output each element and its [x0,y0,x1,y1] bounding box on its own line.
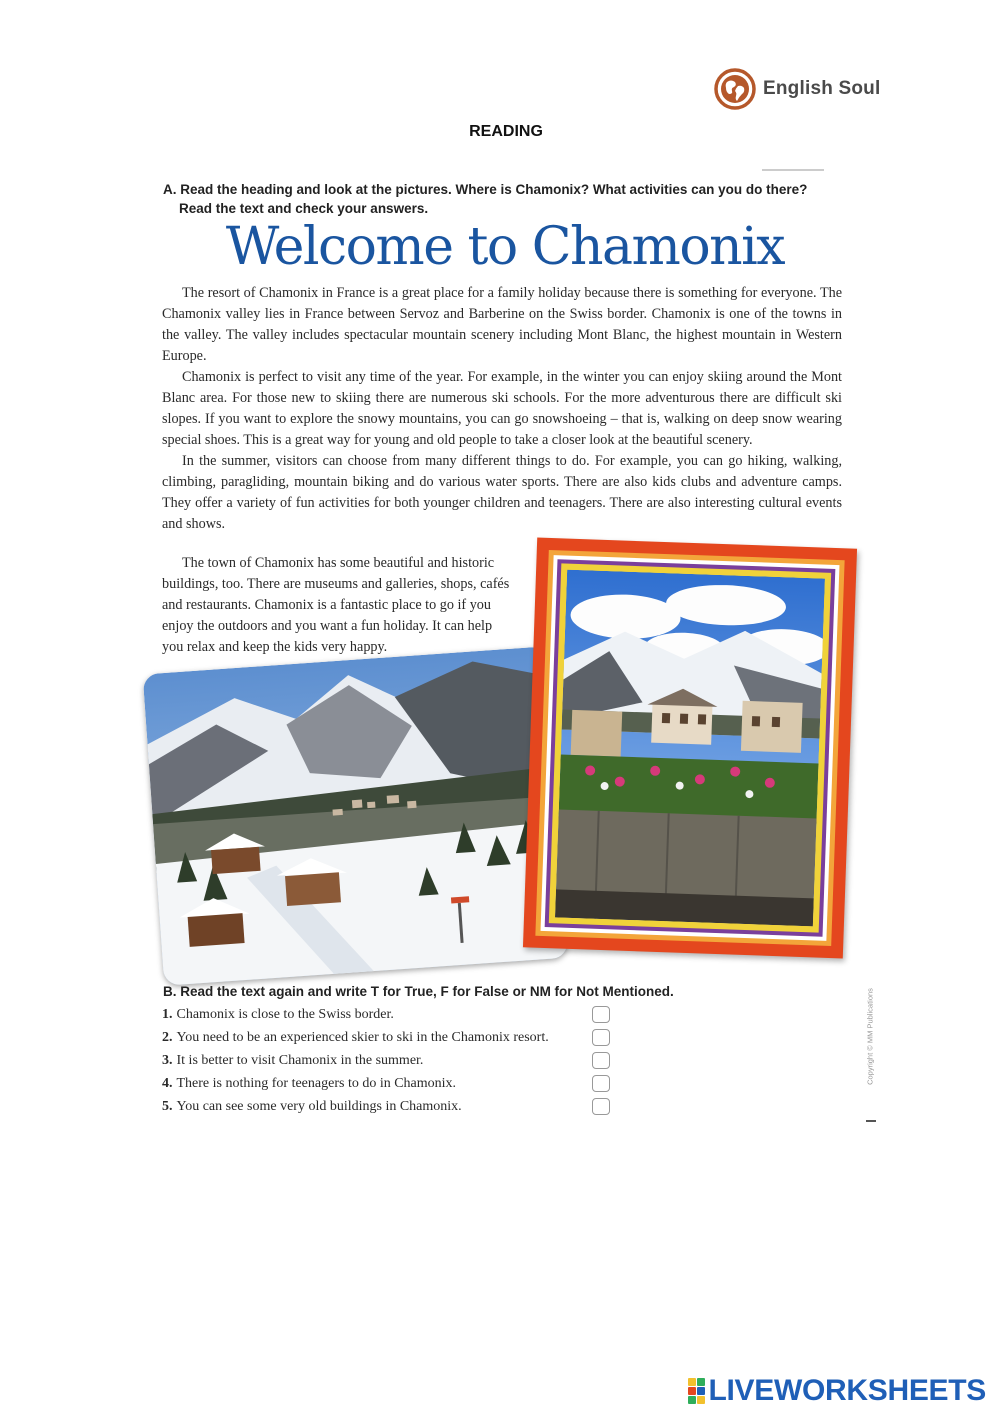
question-number: 1. [162,1006,173,1022]
answer-box[interactable] [592,1006,610,1023]
answer-box[interactable] [592,1029,610,1046]
divider [866,1120,876,1122]
question-text: There is nothing for teenagers to do in Chamonix. [176,1075,457,1091]
question-number: 4. [162,1075,173,1091]
article-paragraph: The town of Chamonix has some beautiful and historic buildings, too. There are museums and galleries, shops, cafés and restaurants. Chamonix is a fantastic place to go if you enjoy the outdoors and you want a fun holiday. It can help you relax and keep the kids very happy. [162,555,510,655]
liveworksheets-logo [688,1374,987,1408]
divider [762,169,824,171]
valley-photo [143,646,569,985]
liveworksheets-text: LIVEWORKSHEETS [708,1374,986,1407]
article-paragraph: The resort of Chamonix in France is a great place for a family holiday because there is something for everyone. The Chamonix valley lies in France between Servoz and Barberine on the Swiss border. Chamonix is one of the towns in the valley. The valley includes spectacular mountain scenery including Mont Blanc, the highest mountain in Western Europe. [162,285,842,364]
article-body [162,283,842,535]
question-text: It is better to visit Chamonix in the summer. [176,1052,424,1068]
question-text: You need to be an experienced skier to ski in the Chamonix resort. [176,1029,549,1045]
answer-box[interactable] [592,1052,610,1069]
question-text: You can see some very old buildings in Chamonix. [176,1098,462,1114]
copyright-notice: Copyright © MM Publications [865,988,875,1085]
article-paragraph: In the summer, visitors can choose from many different things to do. For example, you can go hiking, walking, climbing, paragliding, mountain biking and do various water sports. There are also kids clubs and adventure camps. They offer a variety of fun activities for both younger children and teenagers. There are also interesting cultural events and shows. [162,453,842,532]
question-text: Chamonix is close to the Swiss border. [176,1006,394,1022]
question-number: 2. [162,1029,173,1045]
section-a-instruction-line2: Read the text and check your answers. [179,201,429,216]
question-item [162,1026,622,1049]
logo-text: English Soul [763,78,881,99]
globe-icon [713,67,757,111]
question-list [162,1003,622,1118]
answer-box[interactable] [592,1075,610,1092]
section-a-instruction-line1: A. Read the heading and look at the pictures. Where is Chamonix? What activities can you do there? [163,182,808,197]
question-item [162,1049,622,1072]
article-body-side [162,553,512,658]
question-item [162,1003,622,1026]
liveworksheets-icon [688,1378,705,1404]
page-title: READING [469,123,543,140]
question-item [162,1072,622,1095]
answer-box[interactable] [592,1098,610,1115]
question-number: 5. [162,1098,173,1114]
article-paragraph: Chamonix is perfect to visit any time of the year. For example, in the winter you can enjoy skiing around the Mont Blanc area. For those new to skiing there are numerous ski schools. For the more adventurous there are difficult ski slopes. If you want to explore the snowy mountains, you can go snowshoeing – that is, walking on deep snow wearing special shoes. This is a great way for young and old people to take a closer look at the beautiful scenery. [162,369,842,448]
section-b-instruction: B. Read the text again and write T for True, F for False or NM for Not Mentioned. [163,984,674,999]
english-soul-logo [713,66,883,112]
article-heading: Welcome to Chamonix [225,217,785,277]
question-number: 3. [162,1052,173,1068]
question-item [162,1095,622,1118]
town-photo [523,538,857,959]
